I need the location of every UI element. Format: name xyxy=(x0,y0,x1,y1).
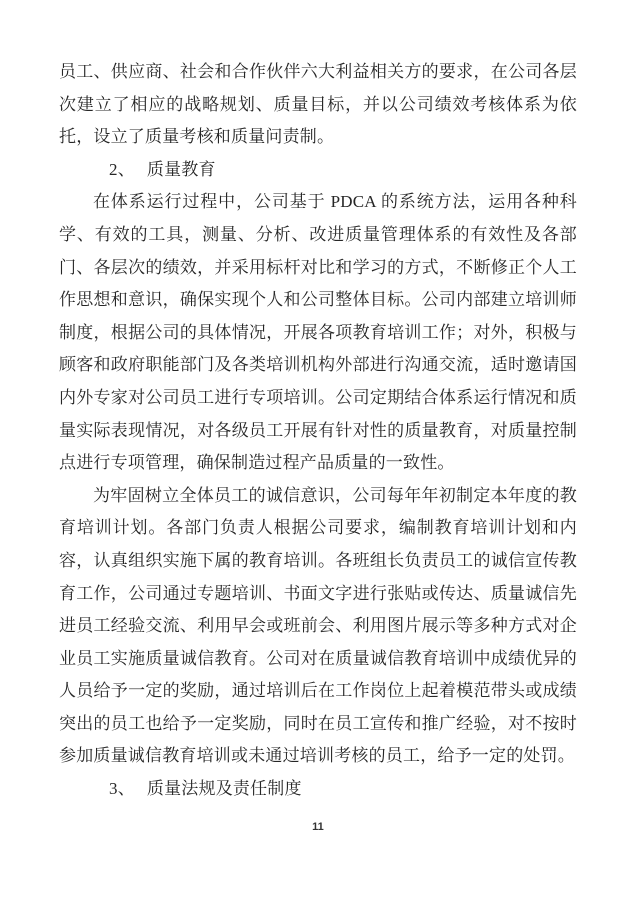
page-number: 11 xyxy=(312,821,324,833)
paragraph-integrity-training: 为牢固树立全体员工的诚信意识，公司每年年初制定本年度的教育培训计划。各部门负责人根据公司要求，编制教育培训计划和内容，认真组织实施下属的教育培训。各班组长负责员工的诚信宣传教育工作，公司通过专题培训、书面文字进行张贴或传达、质量诚信先进员工经验交流、利用早会或班前会、利用图片展示等多种方式对企业员工实施质量诚信教育。公司对在质量诚信教育培训中成绩优异的人员给予一定的奖励，通过培训后在工作岗位上起着模范带头或成绩突出的员工也给予一定奖励，同时在员工宣传和推广经验，对不按时参加质量诚信教育培训或未通过培训考核的员工，给予一定的处罚。 xyxy=(59,485,577,766)
heading-number: 3、 xyxy=(109,779,135,799)
heading-number: 2、 xyxy=(109,159,135,179)
page-content xyxy=(59,56,577,806)
heading-quality-regulations xyxy=(59,773,577,806)
paragraph-quality-education-system: 在体系运行过程中，公司基于 PDCA 的系统方法，运用各种科学、有效的工具，测量、分析、改进质量管理体系的有效性及各部门、各层次的绩效，并采用标杆对比和学习的方式，不断修正个人工作思想和意识，确保实现个人和公司整体目标。公司内部建立培训师制度，根据公司的具体情况，开展各项教育培训工作；对外，积极与顾客和政府职能部门及各类培训机构外部进行沟通交流，适时邀请国内外专家对公司员工进行专项培训。公司定期结合体系运行情况和质量实际表现情况，对各级员工开展有针对性的质量教育，对质量控制点进行专项管理，确保制造过程产品质量的一致性。 xyxy=(59,192,577,473)
paragraph-continued: 员工、供应商、社会和合作伙伴六大利益相关方的要求，在公司各层次建立了相应的战略规划、质量目标，并以公司绩效考核体系为依托，设立了质量考核和质量问责制。 xyxy=(59,62,577,147)
heading-quality-education xyxy=(59,154,577,187)
heading-title: 质量法规及责任制度 xyxy=(146,779,302,799)
heading-title: 质量教育 xyxy=(146,159,216,179)
